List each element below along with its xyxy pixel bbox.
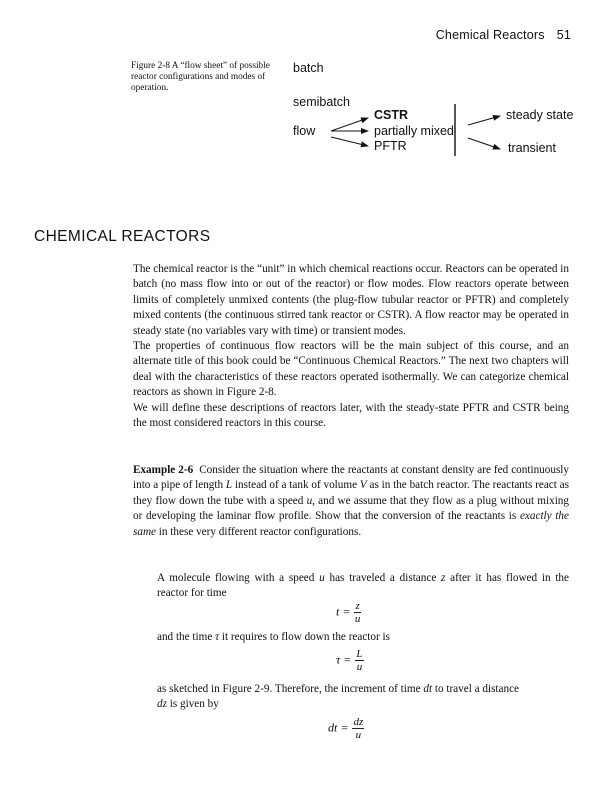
paragraph-1: The chemical reactor is the “unit” in which chemical reactions occur. Reactors can be operated in batch (no mass flow into or out of the reactor) or flow modes. Flow reactors operate between limits of completely unmixed contents (the plug-flow tubular reactor or PFTR) and completely mixed contents (the continuous stirred tank reactor or CSTR). A flow reactor may be operated in steady state (no variables vary with time) or transient modes. xyxy=(133,263,569,337)
page-number: 51 xyxy=(556,28,571,42)
arrow-to-cstr xyxy=(331,118,368,131)
solution-line-3: as sketched in Figure 2-9. Therefore, the increment of time dt to travel a distance dz is given by xyxy=(157,683,520,711)
header-title: Chemical Reactors xyxy=(435,28,545,42)
equation-2: τ = $\frac{L}{u}$ xyxy=(336,648,363,673)
label-partially-mixed: partially mixed xyxy=(374,124,454,138)
paragraph-2: The properties of continuous flow reactors will be the main subject of this course, and an alternate title of this book could be “Continuous Chemical Reactors.” The next two chapters will deal with the characteristics of these reactors operated isothermally. We can categorize chemical reactors as shown in Figure 2-8. xyxy=(133,340,569,399)
arrow-to-transient xyxy=(468,138,500,149)
emphasis: exactly the same xyxy=(133,510,569,538)
label-steady-state: steady state xyxy=(506,108,574,122)
solution-line-1: A molecule flowing with a speed u has traveled a distance z after it has flowed in the reactor for time xyxy=(157,572,569,600)
body-text xyxy=(133,262,569,431)
label-flow: flow xyxy=(293,124,316,138)
solution-line-2: and the time τ it requires to flow down the reactor is xyxy=(157,631,390,643)
example-2-6: Example 2-6 Consider the situation where the reactants at constant density are fed continuously into a pipe of length L instead of a tank of volume V as in the batch reactor. The reactants react as they flow down the tube with a speed u, and we assume that they flow as a plug without mixing or developing the laminar flow profile. Show that the conversion of the reactants is exactly the same in these very different reactor configurations. xyxy=(133,464,570,538)
figure-caption: Figure 2-8 A “flow sheet” of possible reactor configurations and modes of operation. xyxy=(131,61,270,93)
label-batch: batch xyxy=(293,61,324,75)
arrow-to-pftr xyxy=(331,137,368,146)
paragraph-3: We will define these descriptions of reactors later, with the steady-state PFTR and CSTR being the most considered reactors in this course. xyxy=(133,401,569,430)
section-title: CHEMICAL REACTORS xyxy=(34,228,211,245)
label-semibatch: semibatch xyxy=(293,95,350,109)
label-cstr: CSTR xyxy=(374,108,409,122)
example-label: Example 2-6 xyxy=(133,464,194,476)
label-transient: transient xyxy=(508,141,556,155)
arrow-to-steady-state xyxy=(468,116,500,125)
equation-3: dt = $\frac{dz}{u}$ xyxy=(328,716,364,741)
label-pftr: PFTR xyxy=(374,139,407,153)
equation-1: t = $\frac{z}{u}$ xyxy=(336,600,361,625)
